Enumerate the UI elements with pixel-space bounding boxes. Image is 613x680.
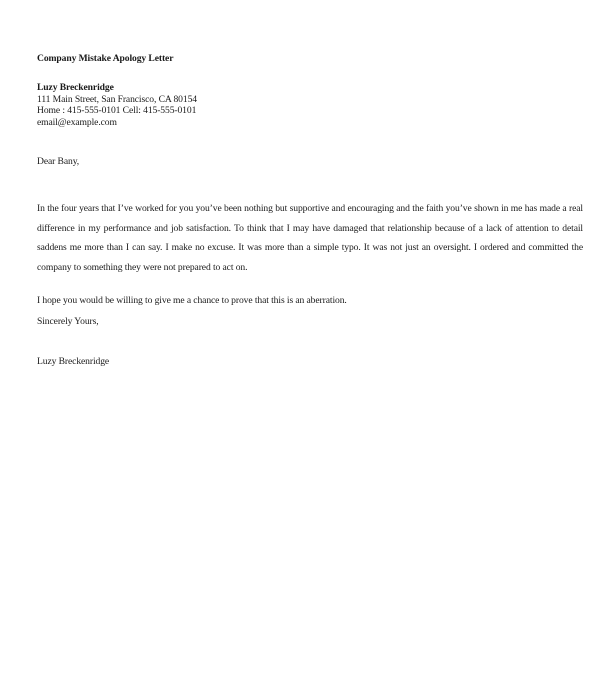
salutation: Dear Bany, (37, 156, 80, 167)
sender-phones: Home : 415-555-0101 Cell: 415-555-0101 (37, 105, 197, 116)
letter-content (37, 52, 583, 369)
sender-name: Luzy Breckenridge (37, 82, 114, 93)
body-paragraph: In the four years that I’ve worked for you you’ve been nothing but supportive and encouraging and the faith you’ve shown in me has made a real difference in my performance and job satisfaction. To think that I may have damaged that relationship because of a lack of attention to detail saddens me more than I can say. I make no excuse. It was more than a simple typo. It was not just an oversight. I ordered and committed the company to something they were not prepared to act on. (37, 203, 583, 273)
sender-email: email@example.com (37, 116, 117, 128)
document-title: Company Mistake Apology Letter (37, 53, 174, 64)
sender-address: 111 Main Street, San Francisco, CA 80154 (37, 93, 197, 105)
closing-paragraph: I hope you would be willing to give me a chance to prove that this is an aberration. (37, 295, 347, 306)
signature-name: Luzy Breckenridge (37, 356, 110, 367)
sign-off: Sincerely Yours, (37, 316, 99, 327)
sender-block (37, 82, 583, 128)
